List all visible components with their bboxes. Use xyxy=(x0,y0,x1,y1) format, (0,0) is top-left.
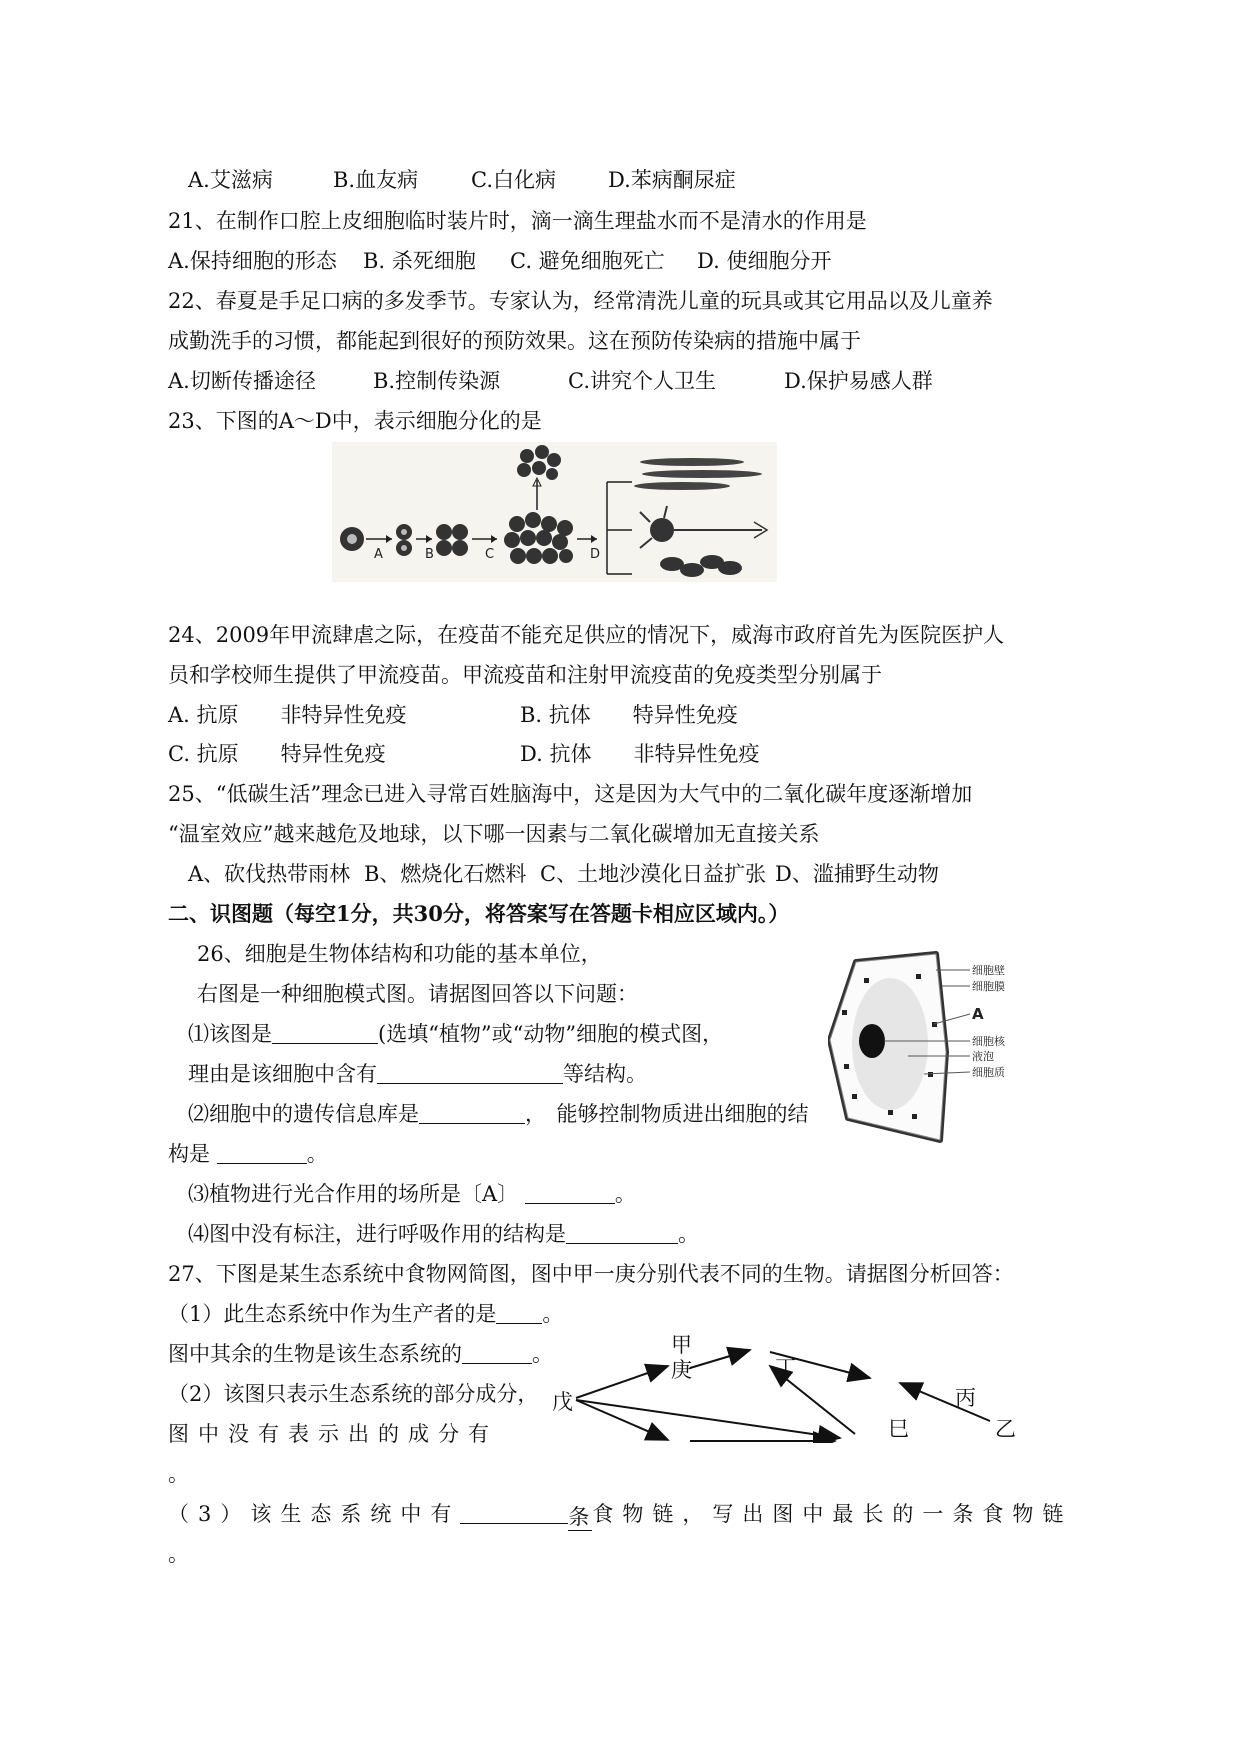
q27-p1-cont-blank[interactable] xyxy=(462,1343,532,1364)
q26-q1-reason-text2: 等结构。 xyxy=(563,1062,647,1086)
q26-q3-text: ⑶植物进行光合作用的场所是〔A〕 xyxy=(188,1182,519,1206)
q26-q1-blank[interactable] xyxy=(272,1023,378,1044)
q25-stem-line1: 25、“低碳生活”理念已进入寻常百姓脑海中，这是因为大气中的二氧化碳年度逐渐增加 xyxy=(168,782,973,806)
q21-option-c: C. 避免细胞死亡 xyxy=(510,249,665,273)
q26-q1-reason xyxy=(188,1061,647,1087)
q22-option-d: D.保护易感人群 xyxy=(784,369,933,393)
q26-q4-text: ⑷图中没有标注，进行呼吸作用的结构是 xyxy=(188,1222,566,1246)
q26-q1-reason-text: 理由是该细胞中含有 xyxy=(188,1062,377,1086)
q27-p2-end: 。 xyxy=(168,1462,189,1486)
q24-option-a: A. 抗原 非特异性免疫 xyxy=(168,703,407,727)
q21-option-d: D. 使细胞分开 xyxy=(697,249,832,273)
q26-q2-cont xyxy=(168,1141,328,1167)
q27-p3-text: （3）该生态系统中有 xyxy=(168,1502,461,1526)
q27-p3 xyxy=(168,1501,1072,1531)
q26-line1: 26、细胞是生物体结构和功能的基本单位， xyxy=(197,942,602,966)
q25-option-c: C、土地沙漠化日益扩张 xyxy=(540,862,767,886)
q20-option-a: A.艾滋病 xyxy=(188,168,273,192)
q26-q1 xyxy=(188,1021,723,1047)
food-web-node-geng: 庚 xyxy=(671,1358,692,1382)
q27-stem: 27、下图是某生态系统中食物网简图，图中甲一庚分别代表不同的生物。请据图分析回答： xyxy=(168,1262,1014,1286)
fig-label-c: C xyxy=(485,547,495,562)
q24-option-c: C. 抗原 特异性免疫 xyxy=(168,742,386,766)
q27-p2-cont: 图中没有表示出的成分有 xyxy=(168,1422,498,1446)
food-web-node-yi: 乙 xyxy=(995,1417,1016,1441)
q27-p2: （2）该图只表示生态系统的部分成分， xyxy=(168,1382,539,1406)
q26-q4 xyxy=(188,1221,699,1247)
fig-label-cell-membrane: 细胞膜 xyxy=(972,980,1005,993)
q25-stem-line2: “温室效应”越来越危及地球，以下哪一因素与二氧化碳增加无直接关系 xyxy=(168,822,820,846)
q26-q1-text: ⑴该图是 xyxy=(188,1022,272,1046)
q27-p1-cont xyxy=(168,1341,553,1367)
q26-q2-text: ⑵细胞中的遗传信息库是 xyxy=(188,1102,419,1126)
q27-p1-end: 。 xyxy=(542,1302,564,1326)
q24-stem-line2: 员和学校师生提供了甲流疫苗。甲流疫苗和注射甲流疫苗的免疫类型分别属于 xyxy=(168,663,882,687)
q20-option-c: C.白化病 xyxy=(471,168,556,192)
q22-stem-line1: 22、春夏是手足口病的多发季节。专家认为，经常清洗儿童的玩具或其它用品以及儿童养 xyxy=(168,289,993,313)
cell-differentiation-figure xyxy=(332,442,777,582)
q24-option-b: B. 抗体 特异性免疫 xyxy=(520,703,738,727)
q27-p1 xyxy=(168,1301,563,1327)
q23-stem: 23、下图的A～D中，表示细胞分化的是 xyxy=(168,409,542,433)
fig-label-d: D xyxy=(590,547,601,562)
q26-line2: 右图是一种细胞模式图。请据图回答以下问题： xyxy=(197,982,638,1006)
q27-p3-text2: 食物链，写出图中最长的一条食物链 xyxy=(592,1502,1073,1526)
q26-q1-reason-blank[interactable] xyxy=(377,1063,563,1084)
q27-p3-unit: 条 xyxy=(568,1504,592,1531)
q24-option-d: D. 抗体 非特异性免疫 xyxy=(520,742,760,766)
q21-stem: 21、在制作口腔上皮细胞临时装片时，滴一滴生理盐水而不是清水的作用是 xyxy=(168,209,867,233)
q26-q3-blank[interactable] xyxy=(525,1183,615,1204)
q24-stem-line1: 24、2009年甲流肆虐之际，在疫苗不能充足供应的情况下，威海市政府首先为医院医护人 xyxy=(168,623,1005,647)
q27-p1-blank[interactable] xyxy=(496,1303,542,1324)
food-web-node-jia: 甲 xyxy=(671,1333,692,1357)
q27-p1-cont-text: 图中其余的生物是该生态系统的 xyxy=(168,1342,462,1366)
q20-option-d: D.苯病酮尿症 xyxy=(608,168,736,192)
q26-q3 xyxy=(188,1181,636,1207)
food-web-node-si: 巳 xyxy=(888,1417,909,1441)
q27-p1-text: （1）此生态系统中作为生产者的是 xyxy=(168,1302,497,1326)
section-2-heading: 二、识图题（每空1分，共30分，将答案写在答题卡相应区域内。） xyxy=(168,901,790,926)
food-web-node-ding: 丁 xyxy=(775,1356,796,1380)
q26-q4-blank[interactable] xyxy=(566,1223,678,1244)
fig-label-cytoplasm: 细胞质 xyxy=(972,1066,1005,1079)
q25-option-d: D、滥捕野生动物 xyxy=(775,862,939,886)
q26-q2-cont-blank[interactable] xyxy=(217,1143,307,1164)
food-web-figure xyxy=(550,1308,1020,1443)
q21-option-b: B. 杀死细胞 xyxy=(363,249,476,273)
fig-label-nucleus: 细胞核 xyxy=(972,1035,1005,1048)
q21-option-a: A.保持细胞的形态 xyxy=(168,249,337,273)
food-web-node-wu: 戊 xyxy=(552,1390,573,1414)
q26-q2-blank[interactable] xyxy=(419,1103,525,1124)
q26-q3-end: 。 xyxy=(614,1182,636,1206)
fig-label-b: B xyxy=(425,547,434,562)
q22-stem-line2: 成勤洗手的习惯，都能起到很好的预防效果。这在预防传染病的措施中属于 xyxy=(168,329,861,353)
q26-q2 xyxy=(188,1101,809,1127)
q25-option-b: B、燃烧化石燃料 xyxy=(364,862,527,886)
fig-label-a: A xyxy=(374,547,383,562)
q27-p3-blank[interactable] xyxy=(460,1503,568,1524)
q26-q2-cont-end: 。 xyxy=(306,1142,328,1166)
fig-label-vacuole: 液泡 xyxy=(972,1050,994,1063)
q22-option-a: A.切断传播途径 xyxy=(168,369,316,393)
q20-option-b: B.血友病 xyxy=(333,168,419,192)
plant-cell-figure xyxy=(828,944,1048,1144)
q25-option-a: A、砍伐热带雨林 xyxy=(188,862,351,886)
q22-option-b: B.控制传染源 xyxy=(373,369,501,393)
food-web-node-bing: 丙 xyxy=(955,1386,976,1410)
q26-q2-text2: ， 能够控制物质进出细胞的结 xyxy=(525,1102,809,1126)
q27-p1-cont-end: 。 xyxy=(532,1342,553,1366)
q27-p3-end: 。 xyxy=(168,1542,189,1566)
q26-q4-end: 。 xyxy=(678,1222,699,1246)
q26-q2-cont-text: 构是 xyxy=(168,1142,210,1166)
fig-label-a-chloroplast: A xyxy=(972,1005,984,1023)
fig-label-cell-wall: 细胞壁 xyxy=(972,964,1005,977)
q26-q1-text2: (选填“植物”或“动物”细胞的模式图， xyxy=(378,1022,724,1046)
q22-option-c: C.讲究个人卫生 xyxy=(568,369,716,393)
